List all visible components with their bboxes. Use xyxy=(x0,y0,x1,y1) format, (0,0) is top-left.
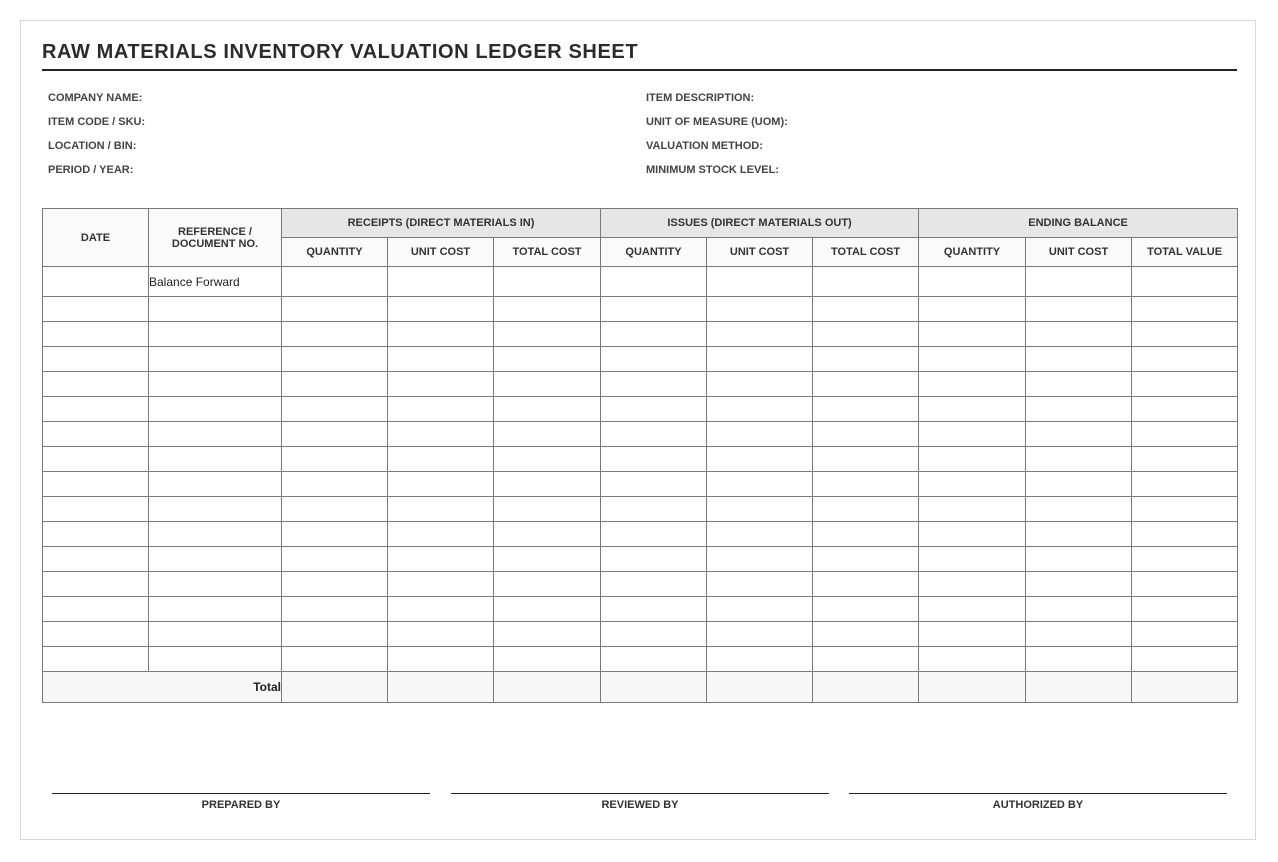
table-cell[interactable] xyxy=(149,422,282,447)
total-cell[interactable] xyxy=(919,672,1026,703)
table-cell[interactable] xyxy=(707,322,813,347)
table-row xyxy=(43,547,1238,572)
table-cell[interactable] xyxy=(149,447,282,472)
table-cell[interactable] xyxy=(494,347,601,372)
balance-quantity-header: QUANTITY xyxy=(919,238,1026,267)
issues-quantity-header: QUANTITY xyxy=(601,238,707,267)
table-cell[interactable] xyxy=(1026,397,1132,422)
table-cell[interactable] xyxy=(149,547,282,572)
table-cell[interactable] xyxy=(494,497,601,522)
table-cell[interactable] xyxy=(149,597,282,622)
table-cell[interactable] xyxy=(919,322,1026,347)
table-cell[interactable] xyxy=(1132,322,1238,347)
table-cell[interactable] xyxy=(919,647,1026,672)
total-cell[interactable] xyxy=(494,672,601,703)
table-cell[interactable] xyxy=(813,422,919,447)
total-cell[interactable] xyxy=(282,672,388,703)
table-row xyxy=(43,397,1238,422)
table-cell[interactable] xyxy=(1026,267,1132,297)
table-cell[interactable] xyxy=(813,397,919,422)
ending-balance-group-header: ENDING BALANCE xyxy=(919,209,1238,238)
table-cell[interactable] xyxy=(707,297,813,322)
table-cell[interactable] xyxy=(282,547,388,572)
reviewed-by-signature: REVIEWED BY xyxy=(451,793,829,811)
table-cell[interactable] xyxy=(149,522,282,547)
table-cell[interactable] xyxy=(813,547,919,572)
table-cell[interactable] xyxy=(494,472,601,497)
table-cell[interactable] xyxy=(43,597,149,622)
table-cell[interactable] xyxy=(149,347,282,372)
table-cell[interactable] xyxy=(43,572,149,597)
table-cell[interactable] xyxy=(494,547,601,572)
table-cell[interactable] xyxy=(1132,647,1238,672)
table-cell[interactable] xyxy=(282,397,388,422)
table-cell[interactable] xyxy=(282,372,388,397)
table-cell[interactable] xyxy=(43,497,149,522)
table-cell[interactable] xyxy=(282,347,388,372)
table-cell[interactable] xyxy=(813,572,919,597)
table-row xyxy=(43,522,1238,547)
table-row xyxy=(43,647,1238,672)
table-cell[interactable] xyxy=(1026,497,1132,522)
date-header: DATE xyxy=(43,209,149,267)
table-cell[interactable] xyxy=(919,397,1026,422)
table-cell[interactable] xyxy=(707,422,813,447)
table-cell[interactable] xyxy=(919,297,1026,322)
total-label: Total xyxy=(43,672,282,703)
table-cell[interactable] xyxy=(388,397,494,422)
table-cell[interactable] xyxy=(1132,572,1238,597)
table-cell[interactable] xyxy=(388,267,494,297)
table-cell[interactable] xyxy=(919,547,1026,572)
table-cell[interactable] xyxy=(707,472,813,497)
issues-unit-cost-header: UNIT COST xyxy=(707,238,813,267)
table-cell[interactable] xyxy=(388,622,494,647)
table-cell[interactable] xyxy=(601,447,707,472)
table-cell[interactable] xyxy=(1026,322,1132,347)
table-cell[interactable] xyxy=(707,597,813,622)
table-cell[interactable] xyxy=(813,647,919,672)
table-cell[interactable] xyxy=(1132,547,1238,572)
table-cell[interactable] xyxy=(388,372,494,397)
table-cell[interactable] xyxy=(707,372,813,397)
table-cell[interactable] xyxy=(813,297,919,322)
table-cell[interactable] xyxy=(494,372,601,397)
table-cell[interactable] xyxy=(919,267,1026,297)
table-cell[interactable] xyxy=(601,647,707,672)
table-cell[interactable] xyxy=(1132,422,1238,447)
table-cell[interactable] xyxy=(601,472,707,497)
minimum-stock-label: MINIMUM STOCK LEVEL: xyxy=(646,164,780,176)
table-cell[interactable] xyxy=(494,622,601,647)
table-cell[interactable] xyxy=(43,422,149,447)
total-row xyxy=(43,672,1238,703)
table-cell[interactable] xyxy=(919,347,1026,372)
table-cell[interactable] xyxy=(494,267,601,297)
table-cell[interactable] xyxy=(919,472,1026,497)
company-name-label: COMPANY NAME: xyxy=(48,92,143,104)
table-cell[interactable] xyxy=(707,647,813,672)
table-cell[interactable] xyxy=(282,447,388,472)
table-cell[interactable] xyxy=(149,322,282,347)
table-cell[interactable] xyxy=(282,472,388,497)
table-cell[interactable] xyxy=(707,522,813,547)
table-cell[interactable] xyxy=(813,322,919,347)
table-cell[interactable] xyxy=(919,622,1026,647)
table-cell[interactable] xyxy=(601,547,707,572)
table-cell[interactable] xyxy=(601,422,707,447)
table-cell[interactable] xyxy=(1026,572,1132,597)
table-cell[interactable] xyxy=(494,522,601,547)
table-cell[interactable] xyxy=(388,597,494,622)
table-cell[interactable] xyxy=(149,372,282,397)
table-cell[interactable] xyxy=(43,547,149,572)
table-cell[interactable] xyxy=(601,572,707,597)
table-cell[interactable] xyxy=(494,447,601,472)
table-cell[interactable] xyxy=(919,447,1026,472)
table-cell[interactable] xyxy=(919,372,1026,397)
table-cell[interactable] xyxy=(601,322,707,347)
table-cell[interactable] xyxy=(813,267,919,297)
table-cell[interactable] xyxy=(707,447,813,472)
receipts-unit-cost-header: UNIT COST xyxy=(388,238,494,267)
table-cell[interactable] xyxy=(43,297,149,322)
table-cell[interactable] xyxy=(1132,597,1238,622)
table-cell[interactable] xyxy=(707,347,813,372)
valuation-method-label: VALUATION METHOD: xyxy=(646,140,763,152)
table-cell[interactable] xyxy=(813,347,919,372)
receipts-group-header: RECEIPTS (DIRECT MATERIALS IN) xyxy=(282,209,601,238)
table-cell[interactable] xyxy=(1132,372,1238,397)
table-cell[interactable] xyxy=(388,547,494,572)
table-cell[interactable] xyxy=(388,522,494,547)
table-row xyxy=(43,422,1238,447)
issues-group-header: ISSUES (DIRECT MATERIALS OUT) xyxy=(601,209,919,238)
table-cell[interactable] xyxy=(149,297,282,322)
table-cell[interactable] xyxy=(282,422,388,447)
table-cell[interactable] xyxy=(282,597,388,622)
table-row xyxy=(43,322,1238,347)
table-row xyxy=(43,622,1238,647)
table-cell[interactable] xyxy=(1132,447,1238,472)
table-cell[interactable] xyxy=(388,297,494,322)
table-cell[interactable] xyxy=(1026,347,1132,372)
table-cell[interactable] xyxy=(388,472,494,497)
table-cell[interactable] xyxy=(494,297,601,322)
table-cell[interactable] xyxy=(282,572,388,597)
table-cell[interactable] xyxy=(43,267,149,297)
table-cell[interactable] xyxy=(282,522,388,547)
table-cell[interactable] xyxy=(43,447,149,472)
table-row xyxy=(43,497,1238,522)
table-cell[interactable] xyxy=(282,297,388,322)
table-cell[interactable] xyxy=(707,622,813,647)
table-cell[interactable] xyxy=(388,572,494,597)
table-cell[interactable] xyxy=(813,522,919,547)
receipts-total-cost-header: TOTAL COST xyxy=(494,238,601,267)
page-title: RAW MATERIALS INVENTORY VALUATION LEDGER SHEET xyxy=(42,41,639,63)
item-code-label: ITEM CODE / SKU: xyxy=(48,116,146,128)
table-cell[interactable] xyxy=(707,572,813,597)
table-cell[interactable] xyxy=(43,472,149,497)
table-cell[interactable] xyxy=(494,597,601,622)
table-cell[interactable] xyxy=(813,597,919,622)
table-cell[interactable] xyxy=(43,522,149,547)
reference-header: REFERENCE / DOCUMENT NO. xyxy=(149,209,282,267)
location-bin-label: LOCATION / BIN: xyxy=(48,140,137,152)
table-cell[interactable] xyxy=(601,347,707,372)
table-cell[interactable] xyxy=(813,497,919,522)
table-cell[interactable] xyxy=(1026,597,1132,622)
table-cell[interactable] xyxy=(1026,472,1132,497)
table-row xyxy=(43,472,1238,497)
table-cell[interactable] xyxy=(1026,547,1132,572)
table-cell[interactable] xyxy=(43,647,149,672)
table-cell[interactable] xyxy=(43,347,149,372)
table-cell[interactable] xyxy=(282,267,388,297)
table-cell[interactable] xyxy=(149,497,282,522)
table-row xyxy=(43,372,1238,397)
period-year-label: PERIOD / YEAR: xyxy=(48,164,134,176)
table-row xyxy=(43,572,1238,597)
table-cell[interactable] xyxy=(388,322,494,347)
table-cell[interactable] xyxy=(43,322,149,347)
table-cell[interactable] xyxy=(919,597,1026,622)
table-cell[interactable] xyxy=(813,447,919,472)
table-cell[interactable] xyxy=(282,622,388,647)
total-cell[interactable] xyxy=(813,672,919,703)
table-cell[interactable] xyxy=(601,297,707,322)
table-cell[interactable] xyxy=(919,497,1026,522)
table-cell[interactable] xyxy=(43,622,149,647)
table-cell[interactable] xyxy=(601,622,707,647)
table-cell[interactable] xyxy=(1132,267,1238,297)
table-cell[interactable] xyxy=(282,647,388,672)
total-cell[interactable] xyxy=(1026,672,1132,703)
table-cell[interactable] xyxy=(601,497,707,522)
table-cell[interactable] xyxy=(1132,297,1238,322)
table-cell[interactable] xyxy=(494,647,601,672)
issues-total-cost-header: TOTAL COST xyxy=(813,238,919,267)
table-cell[interactable] xyxy=(149,472,282,497)
total-cell[interactable] xyxy=(707,672,813,703)
table-cell[interactable] xyxy=(388,347,494,372)
table-cell[interactable] xyxy=(919,422,1026,447)
ledger-sheet xyxy=(20,20,1256,840)
table-cell[interactable] xyxy=(1026,447,1132,472)
table-cell[interactable] xyxy=(494,572,601,597)
table-cell[interactable] xyxy=(43,397,149,422)
table-cell[interactable] xyxy=(813,472,919,497)
receipts-quantity-header: QUANTITY xyxy=(282,238,388,267)
table-cell[interactable] xyxy=(1026,422,1132,447)
table-cell[interactable] xyxy=(149,397,282,422)
table-cell[interactable] xyxy=(601,397,707,422)
table-cell[interactable] xyxy=(813,372,919,397)
table-cell[interactable] xyxy=(282,497,388,522)
table-row xyxy=(43,447,1238,472)
prepared-by-signature: PREPARED BY xyxy=(52,793,430,811)
table-cell[interactable] xyxy=(707,547,813,572)
table-cell[interactable] xyxy=(43,372,149,397)
table-cell[interactable] xyxy=(494,397,601,422)
table-cell[interactable] xyxy=(1026,372,1132,397)
info-left xyxy=(48,91,145,187)
table-cell[interactable] xyxy=(707,267,813,297)
table-cell[interactable] xyxy=(601,267,707,297)
table-cell[interactable] xyxy=(601,372,707,397)
table-cell[interactable] xyxy=(282,322,388,347)
total-cell[interactable] xyxy=(1132,672,1238,703)
info-right xyxy=(646,91,788,187)
table-cell[interactable] xyxy=(494,422,601,447)
table-row xyxy=(43,297,1238,322)
table-cell[interactable] xyxy=(1132,472,1238,497)
table-cell[interactable] xyxy=(1026,522,1132,547)
unit-of-measure-label: UNIT OF MEASURE (UOM): xyxy=(646,116,788,128)
table-cell[interactable] xyxy=(919,522,1026,547)
table-cell[interactable] xyxy=(149,647,282,672)
balance-unit-cost-header: UNIT COST xyxy=(1026,238,1132,267)
table-row xyxy=(43,597,1238,622)
table-cell[interactable] xyxy=(1026,647,1132,672)
total-cell[interactable] xyxy=(388,672,494,703)
table-cell[interactable] xyxy=(494,322,601,347)
table-cell[interactable] xyxy=(388,647,494,672)
table-cell[interactable] xyxy=(1026,622,1132,647)
table-cell[interactable] xyxy=(388,497,494,522)
table-cell[interactable] xyxy=(707,397,813,422)
ledger-table xyxy=(42,208,1238,703)
table-cell[interactable] xyxy=(388,422,494,447)
table-cell[interactable] xyxy=(388,447,494,472)
total-cell[interactable] xyxy=(601,672,707,703)
table-cell[interactable] xyxy=(1132,497,1238,522)
table-cell[interactable] xyxy=(149,622,282,647)
table-cell[interactable] xyxy=(1132,397,1238,422)
item-description-label: ITEM DESCRIPTION: xyxy=(646,92,755,104)
table-cell[interactable] xyxy=(1132,522,1238,547)
table-cell[interactable] xyxy=(601,522,707,547)
table-cell[interactable] xyxy=(707,497,813,522)
table-cell[interactable] xyxy=(1132,622,1238,647)
table-cell[interactable] xyxy=(813,622,919,647)
table-row xyxy=(43,347,1238,372)
authorized-by-signature: AUTHORIZED BY xyxy=(849,793,1227,811)
table-cell[interactable] xyxy=(149,572,282,597)
balance-forward-cell[interactable]: Balance Forward xyxy=(149,267,282,297)
balance-total-value-header: TOTAL VALUE xyxy=(1132,238,1238,267)
table-cell[interactable] xyxy=(1026,297,1132,322)
table-cell[interactable] xyxy=(919,572,1026,597)
title-underline xyxy=(42,69,1237,71)
table-row xyxy=(43,267,1238,297)
ledger-body xyxy=(43,267,1238,672)
table-cell[interactable] xyxy=(1132,347,1238,372)
table-cell[interactable] xyxy=(601,597,707,622)
